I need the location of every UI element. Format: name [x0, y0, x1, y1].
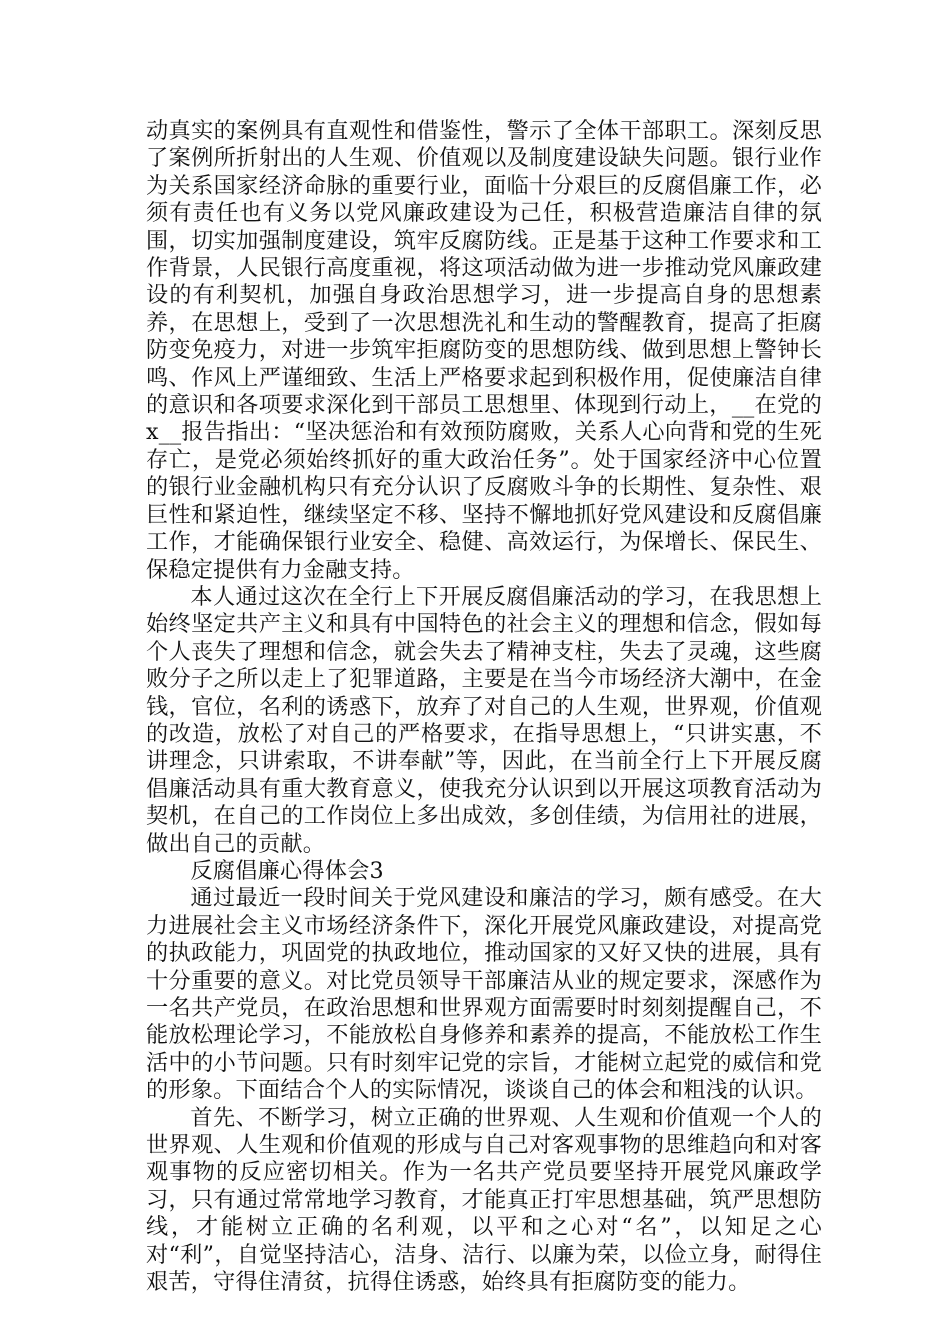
paragraph-personal-reflection: 本人通过这次在全行上下开展反腐倡廉活动的学习，在我思想上始终坚定共产主义和具有中国特色的社会主义的理想和信念，假如每个人丧失了理想和信念，就会失去了精神支柱，失去了灵魂，这些腐败分子之所以走上了犯罪道路，主要是在当今市场经济大潮中，在金钱，官位，名利的诱惑下，放弃了对自己的人生观，世界观，价值观的改造，放松了对自己的严格要求，在指导思想上，“只讲实惠，不讲理念，只讲索取，不讲奉献”等，因此，在当前全行上下开展反腐倡廉活动具有重大教育意义，使我充分认识到以开展这项教育活动为契机，在自己的工作岗位上多出成效，多创佳绩，为信用社的进展，做出自己的贡献。	[146, 583, 822, 857]
paragraph-first-point: 首先、不断学习，树立正确的世界观、人生观和价值观一个人的世界观、人生观和价值观的形成与自己对客观事物的思维趋向和对客观事物的反应密切相关。作为一名共产党员要坚持开展党风廉政学习，只有通过常常地学习教育，才能真正打牢思想基础，筑严思想防线，才能树立正确的名利观，以平和之心对“名”，以知足之心对“利”，自觉坚持洁心，洁身、洁行、以廉为荣，以俭立身，耐得住艰苦，守得住清贫，抗得住诱惑，始终具有拒腐防变的能力。	[146, 1104, 822, 1296]
paragraph-case-study: 动真实的案例具有直观性和借鉴性，警示了全体干部职工。深刻反思了案例所折射出的人生观、价值观以及制度建设缺失问题。银行业作为关系国家经济命脉的重要行业，面临十分艰巨的反腐倡廉工作，必须有责任也有义务以党风廉政建设为己任，积极营造廉洁自律的氛围，切实加强制度建设，筑牢反腐防线。正是基于这种工作要求和工作背景，人民银行高度重视，将这项活动做为进一步推动党风廉政建设的有利契机，加强自身政治思想学习，进一步提高自身的思想素养，在思想上，受到了一次思想洗礼和生动的警醒教育，提高了拒腐防变免疫力，对进一步筑牢拒腐防变的思想防线、做到思想上警钟长鸣、作风上严谨细致、生活上严格要求起到积极作用，促使廉洁自律的意识和各项要求深化到干部员工思想里、体现到行动上，__在党的x__报告指出：“坚决惩治和有效预防腐败，关系人心向背和党的生死存亡，是党必须始终抓好的重大政治任务”。处于国家经济中心位置的银行业金融机构只有充分认识了反腐败斗争的长期性、复杂性、艰巨性和紧迫性，继续坚定不移、坚持不懈地抓好党风建设和反腐倡廉工作，才能确保银行业安全、稳健、高效运行，为保增长、保民生、保稳定提供有力金融支持。	[146, 118, 822, 583]
document-body	[146, 118, 822, 1296]
section-heading: 反腐倡廉心得体会3	[190, 857, 384, 884]
paragraph-study-feelings: 通过最近一段时间关于党风建设和廉洁的学习，颇有感受。在大力进展社会主义市场经济条件下，深化开展党风廉政建设，对提高党的执政能力，巩固党的执政地位，推动国家的又好又快的进展，具有十分重要的意义。对比党员领导干部廉洁从业的规定要求，深感作为一名共产党员，在政治思想和世界观方面需要时时刻刻提醒自己，不能放松理论学习，不能放松自身修养和素养的提高，不能放松工作生活中的小节问题。只有时刻牢记党的宗旨，才能树立起党的威信和党的形象。下面结合个人的实际情况，谈谈自己的体会和粗浅的认识。	[146, 885, 822, 1104]
